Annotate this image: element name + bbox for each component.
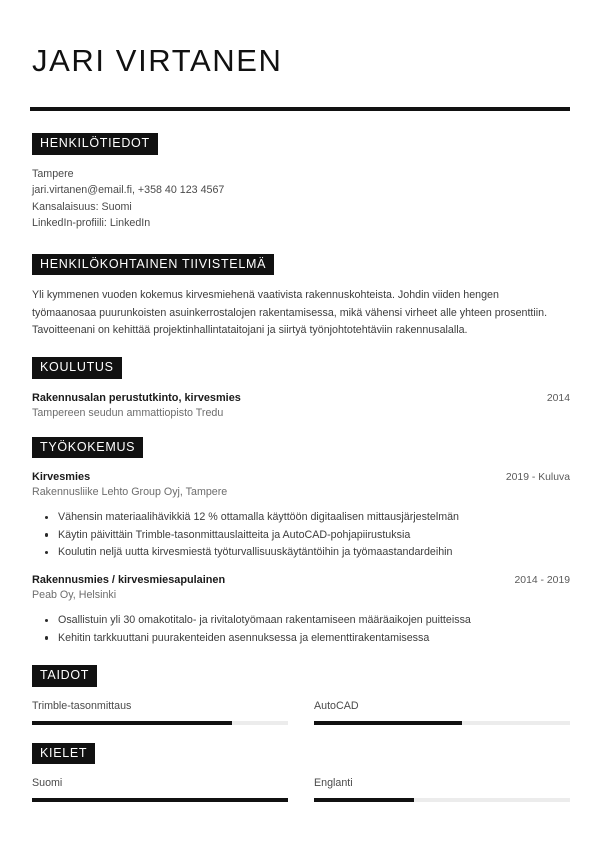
skill-level-track [32,721,288,725]
experience-date: 2019 - Kuluva [505,472,570,484]
education-entry-header [32,392,570,404]
section-education [30,357,570,419]
section-personal-details [30,133,570,232]
language-level-fill [32,798,288,802]
education-degree: Rakennusalan perustutkinto, kirvesmies [32,391,241,404]
skill-level-fill [32,721,232,725]
contact-line-nationality: Kansalaisuus: Suomi [32,200,132,213]
experience-bullet: Vähensin materiaalihävikkiä 12 % ottamalla käyttöön digitaalisen mittausjärjestelmän [32,509,570,526]
experience-entry-header [32,471,570,483]
header-divider [30,107,570,111]
language-label: Suomi [32,777,63,790]
section-heading-personal-details: HENKILÖTIEDOT [32,133,158,155]
language-item [314,777,570,802]
section-heading-education: KOULUTUS [32,357,122,379]
education-entry [32,392,570,419]
experience-bullet: Kehitin tarkkuuttani puurakenteiden asennuksessa ja elementtirakentamisessa [32,630,570,647]
language-label: Englanti [314,777,353,790]
summary-text: Yli kymmenen vuoden kokemus kirvesmiehenä vaativista rakennuskohteista. Johdin viiden hengen työmaanosaa puurunkoisten asuinkerrostalojen rakentamisessa, mikä vähensi virheet alle yhteen prosenttiin. Tavoitteenani on kehittää projektinhallintataitojani ja siirtyä työnjohtotehtäviin rakennusalalla. [32,289,548,337]
resume-header [30,44,570,111]
language-level-track [32,798,288,802]
skill-level-fill [314,721,462,725]
skill-label: AutoCAD [314,699,359,712]
contact-line-linkedin: LinkedIn-profiili: LinkedIn [32,217,151,230]
page-title: JARI VIRTANEN [32,43,283,78]
section-heading-skills: TAIDOT [32,665,97,687]
skill-item [314,700,570,725]
section-heading-languages: KIELET [32,743,95,765]
experience-bullet: Osallistuin yli 30 omakotitalo- ja rivitalotyömaan rakentamiseen määräaikojen puitteissa [32,612,570,629]
section-summary [30,254,570,339]
contact-line-email-phone: jari.virtanen@email.fi, +358 40 123 4567 [32,184,225,197]
experience-entry [32,471,570,561]
language-level-fill [314,798,414,802]
language-item [32,777,288,802]
education-institution: Tampereen seudun ammattiopisto Tredu [32,406,224,419]
education-date: 2014 [546,392,570,404]
skill-item [32,700,288,725]
experience-entry-header [32,574,570,586]
language-level-track [314,798,570,802]
experience-date: 2014 - 2019 [514,575,570,587]
experience-bullet-list [32,612,570,647]
languages-meter-group [32,777,570,802]
experience-bullet: Koulutin neljä uutta kirvesmiestä työturvallisuuskäytäntöihin ja työmaastandardeihin [32,544,570,561]
experience-job-title: Rakennusmies / kirvesmiesapulainen [32,574,226,587]
experience-entry [32,574,570,647]
experience-employer: Peab Oy, Helsinki [32,589,117,602]
experience-job-title: Kirvesmies [32,471,91,484]
experience-employer: Rakennusliike Lehto Group Oyj, Tampere [32,486,228,499]
contact-details [32,166,570,232]
experience-bullet-list [32,509,570,561]
section-skills [30,665,570,725]
skill-label: Trimble-tasonmittaus [32,699,132,712]
contact-line-city: Tampere [32,167,74,180]
skills-meter-group [32,700,570,725]
section-heading-summary: HENKILÖKOHTAINEN TIIVISTELMÄ [32,254,274,276]
section-languages [30,743,570,803]
section-heading-experience: TYÖKOKEMUS [32,437,143,459]
experience-bullet: Käytin päivittäin Trimble-tasonmittauslaitteita ja AutoCAD-pohjapiirustuksia [32,527,570,544]
section-experience [30,437,570,647]
skill-level-track [314,721,570,725]
